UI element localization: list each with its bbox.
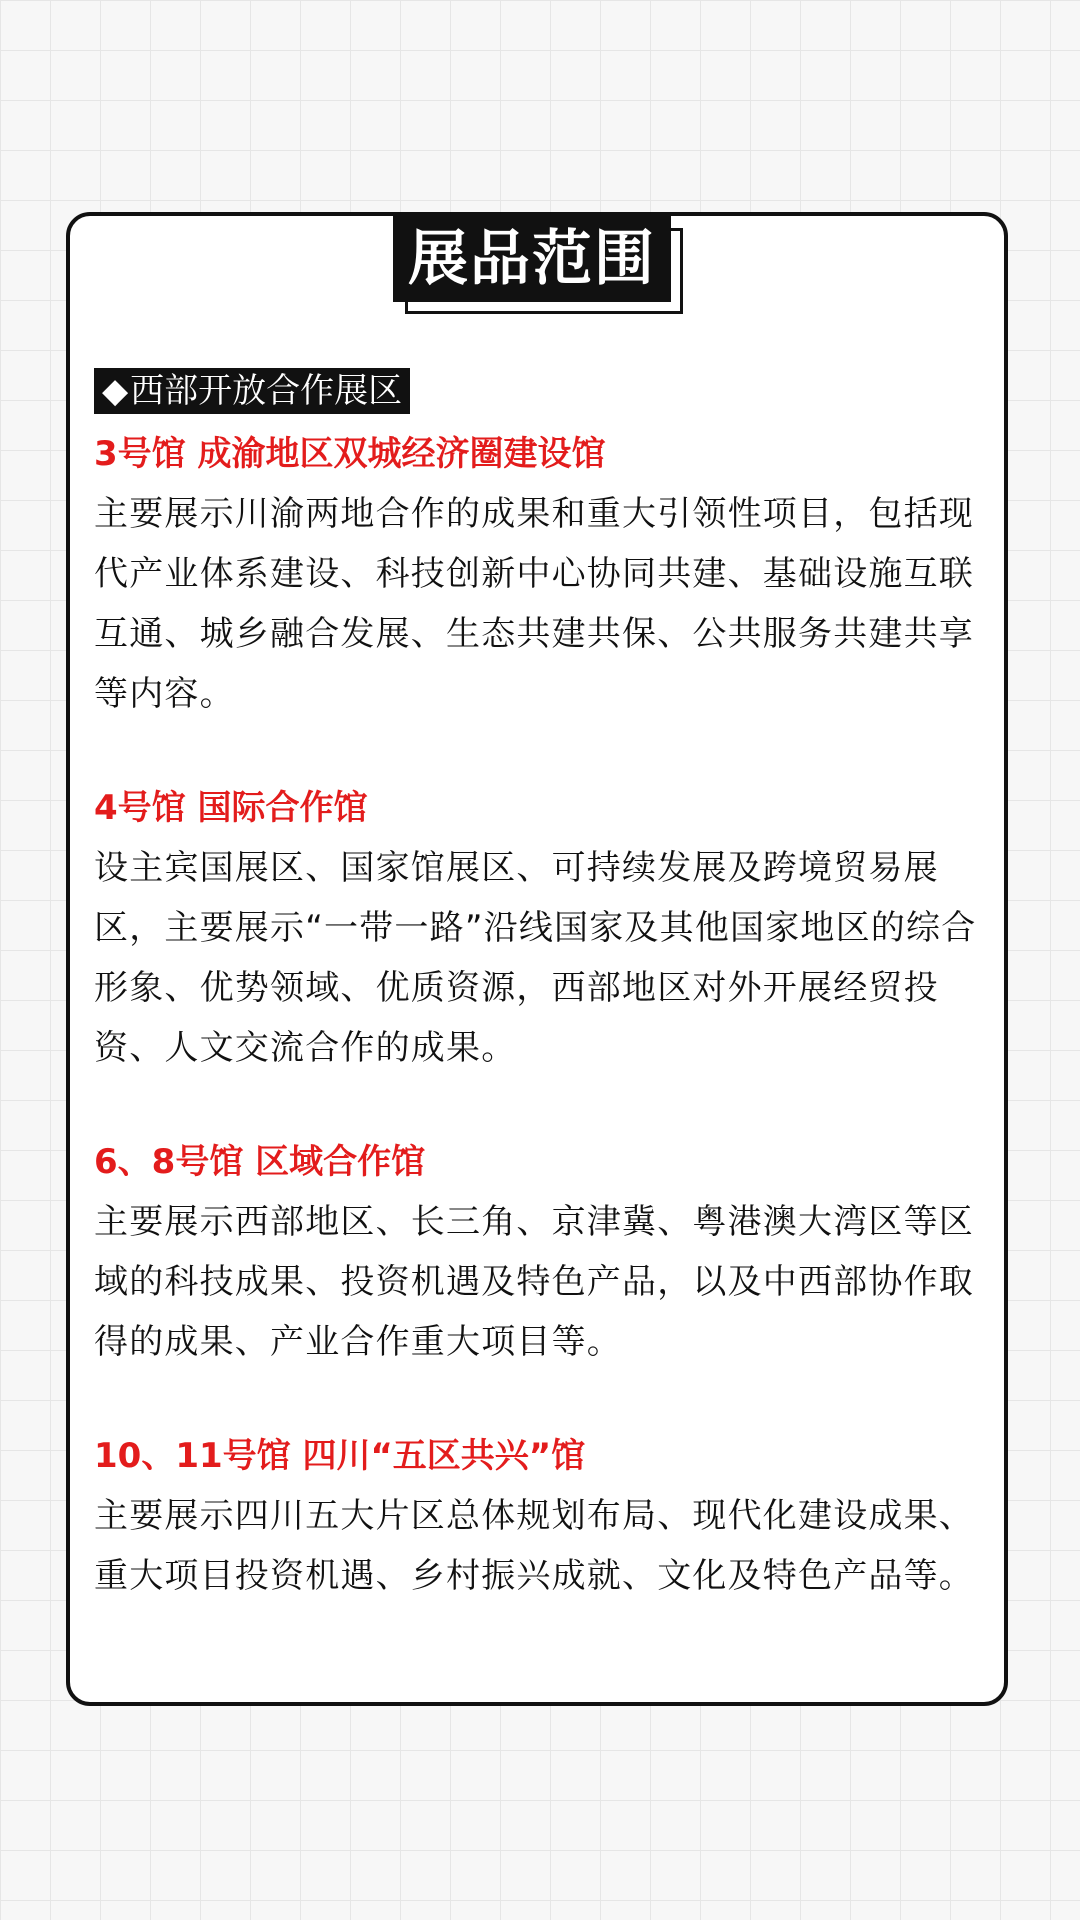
hall-section-10-11	[94, 1426, 984, 1606]
hall-title: 6、8号馆 区域合作馆	[94, 1142, 426, 1182]
page-title: 展品范围	[393, 216, 671, 302]
hall-description: 主要展示西部地区、长三角、京津冀、粤港澳大湾区等区域的科技成果、投资机遇及特色产品，以及中西部协作取得的成果、产业合作重大项目等。	[94, 1202, 974, 1362]
hall-section-3	[94, 424, 984, 724]
diamond-icon: ◆	[102, 371, 129, 411]
zone-label-text: 西部开放合作展区	[130, 371, 403, 411]
hall-description: 主要展示川渝两地合作的成果和重大引领性项目，包括现代产业体系建设、科技创新中心协同共建、基础设施互联互通、城乡融合发展、生态共建共保、公共服务共建共享等内容。	[94, 494, 974, 714]
hall-section-6-8	[94, 1132, 984, 1372]
content-card	[66, 212, 1008, 1706]
hall-title: 10、11号馆 四川“五区共兴”馆	[94, 1436, 586, 1476]
content-body	[94, 368, 984, 1660]
hall-section-4	[94, 778, 984, 1078]
hall-title: 3号馆 成渝地区双城经济圈建设馆	[94, 434, 606, 474]
hall-description: 主要展示四川五大片区总体规划布局、现代化建设成果、重大项目投资机遇、乡村振兴成就、文化及特色产品等。	[94, 1496, 974, 1596]
hall-description: 设主宾国展区、国家馆展区、可持续发展及跨境贸易展区，主要展示“一带一路”沿线国家及其他国家地区的综合形象、优势领域、优质资源，西部地区对外开展经贸投资、人文交流合作的成果。	[94, 848, 977, 1068]
hall-title: 4号馆 国际合作馆	[94, 788, 368, 828]
title-banner	[393, 216, 683, 316]
zone-label	[94, 368, 410, 414]
